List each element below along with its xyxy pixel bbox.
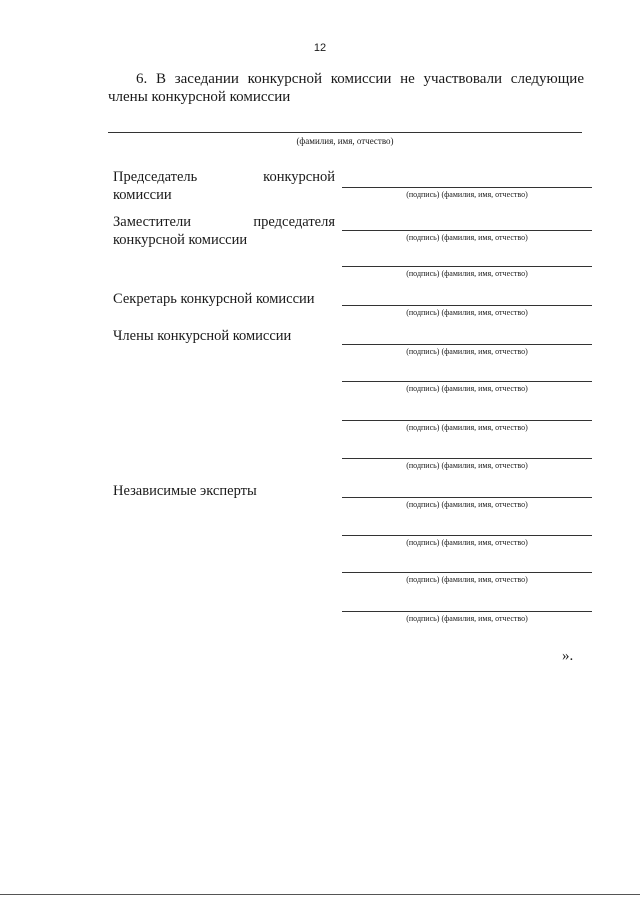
signature-caption: (подпись) (фамилия, имя, отчество): [406, 614, 528, 623]
signature-field-deputy-1: [342, 230, 592, 244]
signature-field-expert-3: [342, 572, 592, 586]
signature-field-member-4: [342, 458, 592, 472]
signature-caption: (подпись) (фамилия, имя, отчество): [406, 190, 528, 199]
signature-line: [342, 611, 592, 612]
signature-caption: (подпись) (фамилия, имя, отчество): [406, 538, 528, 547]
deputies-label: [113, 213, 335, 249]
signature-line: [342, 187, 592, 188]
signature-caption: (подпись) (фамилия, имя, отчество): [406, 500, 528, 509]
signature-field-chairman: [342, 187, 592, 201]
signature-field-deputy-2: [342, 266, 592, 280]
signature-line: [342, 344, 592, 345]
signature-field-secretary: [342, 305, 592, 319]
signature-line: [342, 458, 592, 459]
signature-caption: (подпись) (фамилия, имя, отчество): [406, 233, 528, 242]
experts-label-text: Независимые эксперты: [113, 483, 257, 499]
experts-label: [113, 482, 335, 500]
signature-field-expert-2: [342, 535, 592, 549]
fio-caption: (фамилия, имя, отчество): [296, 136, 394, 146]
signature-caption: (подпись) (фамилия, имя, отчество): [406, 461, 528, 470]
signature-line: [342, 381, 592, 382]
members-label: [113, 327, 335, 345]
page-bottom-rule: [0, 894, 640, 895]
members-label-text: Члены конкурсной комиссии: [113, 328, 292, 344]
signature-caption: (подпись) (фамилия, имя, отчество): [406, 384, 528, 393]
signature-field-member-3: [342, 420, 592, 434]
secretary-label-text: Секретарь конкурсной комиссии: [113, 291, 315, 307]
signature-line: [342, 572, 592, 573]
signature-caption: (подпись) (фамилия, имя, отчество): [406, 575, 528, 584]
intro-line-1: 6. В заседании конкурсной комиссии не участвовали следующие: [136, 71, 584, 87]
chairman-label: [113, 168, 335, 204]
signature-field-member-1: [342, 344, 592, 358]
signature-caption: (подпись) (фамилия, имя, отчество): [406, 423, 528, 432]
chairman-label-line-2: комиссии: [113, 187, 172, 203]
signature-field-expert-1: [342, 497, 592, 511]
deputies-label-line-1: Заместители председателя: [113, 214, 335, 230]
signature-line: [342, 305, 592, 306]
signature-line: [342, 420, 592, 421]
fio-blank-line: [108, 132, 582, 133]
signature-caption: (подпись) (фамилия, имя, отчество): [406, 347, 528, 356]
signature-line: [342, 266, 592, 267]
secretary-label: [113, 290, 335, 308]
signature-line: [342, 535, 592, 536]
chairman-label-line-1: Председатель конкурсной: [113, 169, 335, 185]
signature-line: [342, 497, 592, 498]
deputies-label-line-2: конкурсной комиссии: [113, 232, 248, 248]
signature-caption: (подпись) (фамилия, имя, отчество): [406, 308, 528, 317]
page-number: 12: [313, 42, 327, 54]
signature-caption: (подпись) (фамилия, имя, отчество): [406, 269, 528, 278]
intro-paragraph: [108, 70, 584, 106]
signature-field-expert-4: [342, 611, 592, 625]
signature-field-member-2: [342, 381, 592, 395]
intro-line-2: члены конкурсной комиссии: [108, 89, 291, 105]
closing-quote: ».: [562, 648, 574, 664]
signature-line: [342, 230, 592, 231]
